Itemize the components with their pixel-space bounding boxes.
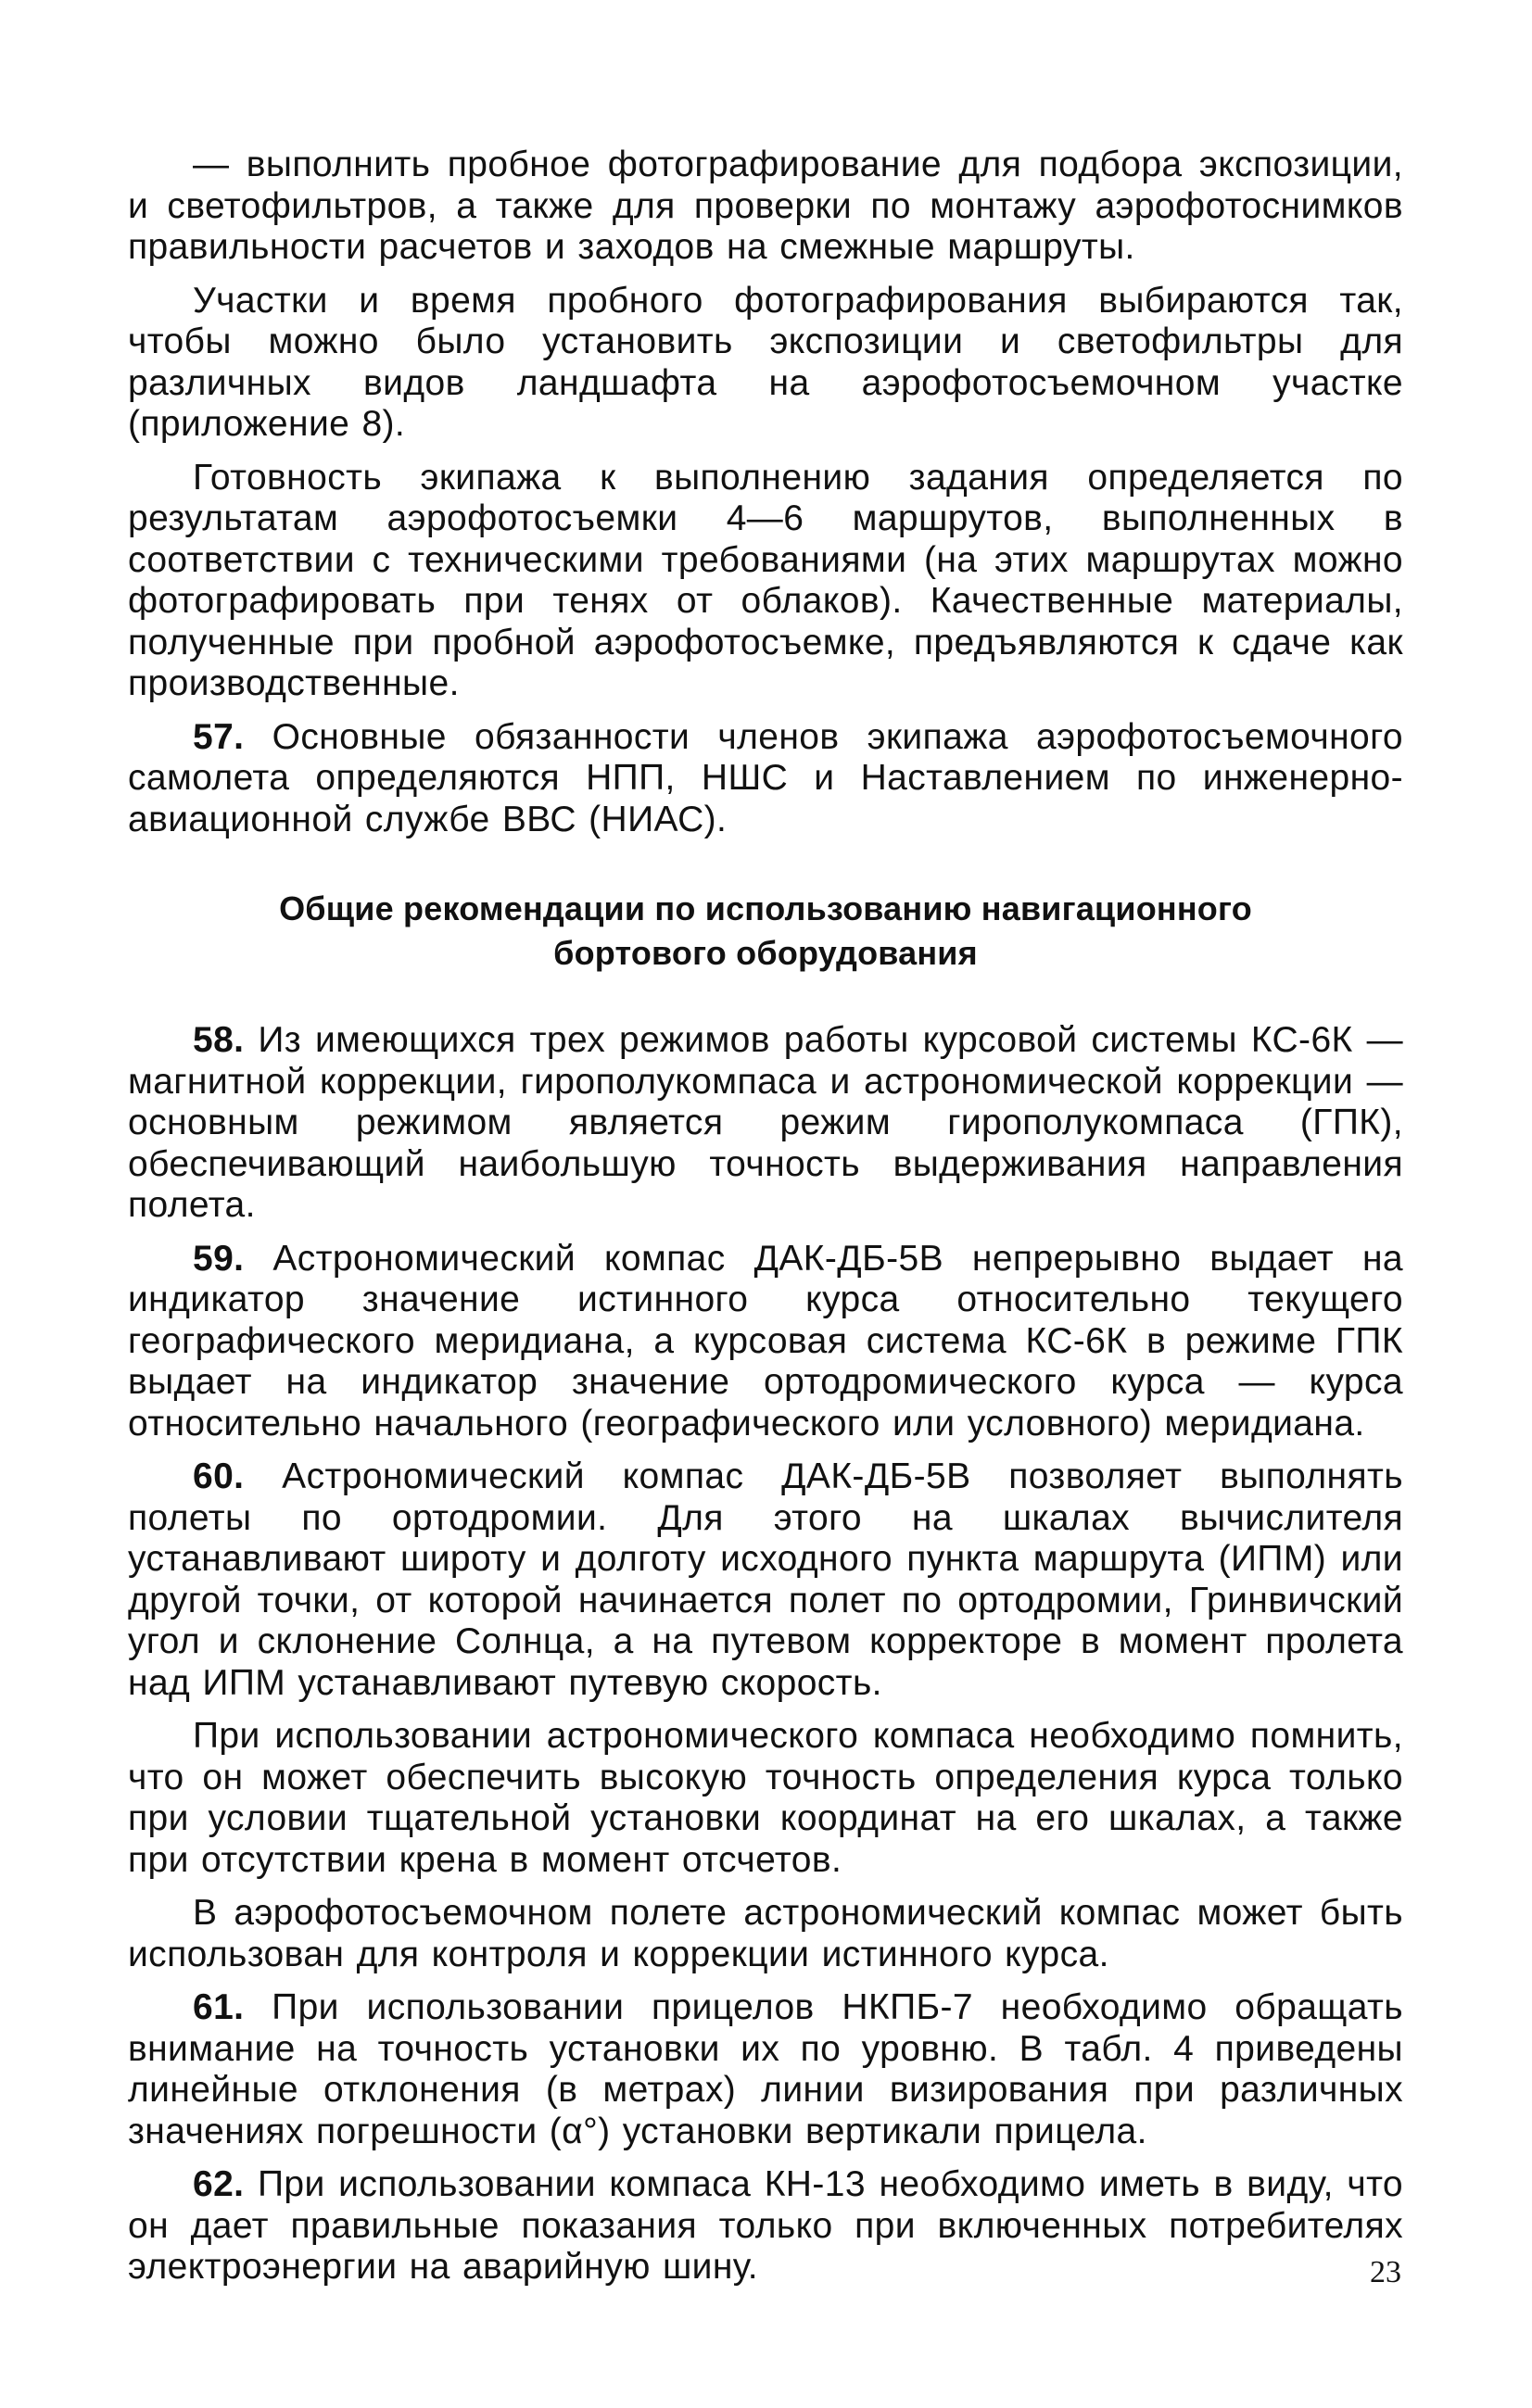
item-57-text: Основные обязанности членов экипажа аэрофотосъемочного самолета определяются НПП, НШС и Наставлением по инженерно-авиационной службе ВВС (НИАС). — [128, 716, 1403, 839]
page-number: 23 — [1370, 2255, 1401, 2289]
item-57-number: 57. — [193, 716, 245, 757]
item-61-number: 61. — [193, 1987, 245, 2027]
item-58-number: 58. — [193, 1020, 245, 1060]
item-62-number: 62. — [193, 2164, 245, 2204]
item-59-text: Астрономический компас ДАК-ДБ-5В непрерывно выдает на индикатор значение истинного курса относительно текущего географического меридиана, а курсовая система КС-6К в режиме ГПК выдает на индикатор значение ортодромического курса — курса относительно начального (географического или условного) меридиана. — [128, 1238, 1403, 1444]
item-61 — [128, 1987, 1403, 2152]
section-heading-line1: Общие рекомендации по использованию навигационного — [279, 889, 1252, 927]
item-59-number: 59. — [193, 1238, 245, 1279]
item-62 — [128, 2164, 1403, 2288]
section-heading — [128, 887, 1403, 976]
paragraph-astro-compass-note: При использовании астрономического компаса необходимо помнить, что он может обеспечить высокую точность определения курса только при условии тщательной установки координат на его шкалах, а также при отсутствии крена в момент отсчетов. — [128, 1716, 1403, 1880]
item-59 — [128, 1239, 1403, 1445]
paragraph-crew-readiness: Готовность экипажа к выполнению задания определяется по результатам аэрофотосъемки 4—6 маршрутов, выполненных в соответствии с техническими требованиями (на этих маршрутах можно фотографировать при тенях от облаков). Качественные материалы, полученные при пробной аэрофотосъемке, предъявляются к сдаче как производственные. — [128, 457, 1403, 703]
page-body — [128, 145, 1403, 2301]
item-57 — [128, 717, 1403, 841]
paragraph-test-photography: — выполнить пробное фотографирование для подбора экспозиции, и светофильтров, а также для проверки по монтажу аэрофотоснимков правильности расчетов и заходов на смежные маршруты. — [128, 145, 1403, 267]
paragraph-test-areas: Участки и время пробного фотографирования выбираются так, чтобы можно было установить экспозиции и светофильтры для различных видов ландшафта на аэрофотосъемочном участке (приложение 8). — [128, 280, 1403, 444]
item-60-number: 60. — [193, 1456, 245, 1496]
item-60-text: Астрономический компас ДАК-ДБ-5В позволяет выполнять полеты по ортодромии. Для этого на шкалах вычислителя устанавливают широту и долготу исходного пункта маршрута (ИПМ) или другой точки, от которой начинается полет по ортодромии, Гринвичский угол и склонение Солнца, а на путевом корректоре в момент пролета над ИПМ устанавливают путевую скорость. — [128, 1456, 1403, 1703]
section-heading-line2: бортового оборудования — [553, 934, 978, 972]
item-58-text: Из имеющихся трех режимов работы курсовой системы КС-6К — магнитной коррекции, гирополукомпаса и астрономической коррекции — основным режимом является режим гирополукомпаса (ГПК), обеспечивающий наибольшую точность выдерживания направления полета. — [128, 1020, 1403, 1225]
paragraph-astro-compass-use: В аэрофотосъемочном полете астрономический компас может быть использован для контроля и коррекции истинного курса. — [128, 1893, 1403, 1974]
item-62-text: При использовании компаса КН-13 необходимо иметь в виду, что он дает правильные показания только при включенных потребителях электроэнергии на аварийную шину. — [128, 2164, 1403, 2287]
item-61-text: При использовании прицелов НКПБ-7 необходимо обращать внимание на точность установки их по уровню. В табл. 4 приведены линейные отклонения (в метрах) линии визирования при различных значениях погрешности (α°) установки вертикали прицела. — [128, 1987, 1403, 2151]
item-58 — [128, 1020, 1403, 1227]
item-60 — [128, 1456, 1403, 1704]
